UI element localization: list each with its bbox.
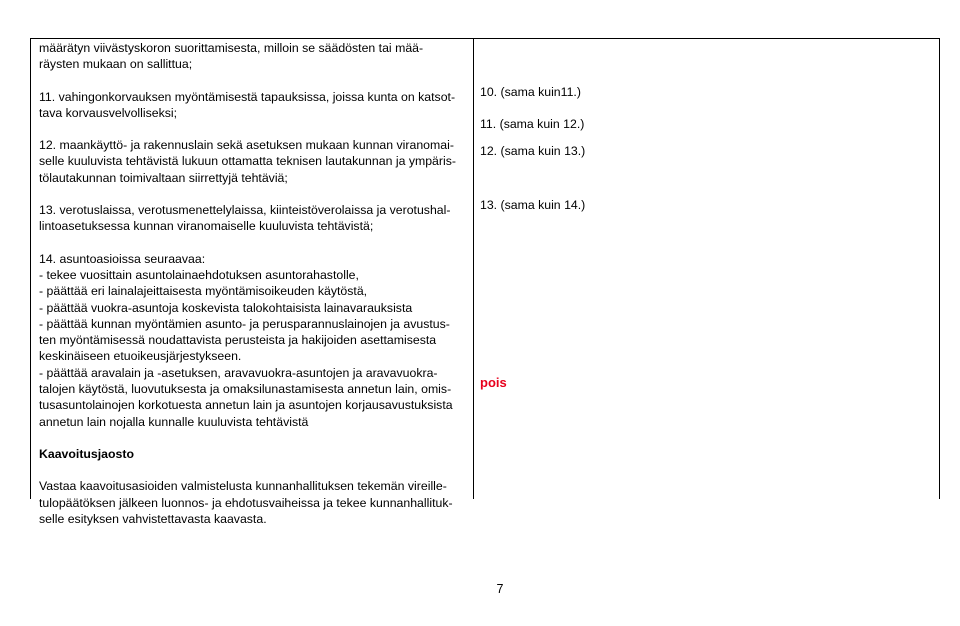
paragraph-13: [39, 202, 469, 235]
text-line: tölautakunnan toimivaltaan siirrettyjä tehtäviä;: [39, 170, 288, 185]
text-line: - päättää aravalain ja -asetuksen, aravavuokra-asuntojen ja aravavuokra-: [39, 365, 438, 380]
paragraph-interest: [39, 40, 469, 73]
text-line: - päättää eri lainalajeittaisesta myöntämisoikeuden käytöstä,: [39, 284, 368, 299]
note-12: 12. (sama kuin 13.): [480, 143, 586, 158]
paragraph-14: [39, 251, 469, 430]
text-line: 14. asuntoasioissa seuraavaa:: [39, 251, 206, 266]
text-line: 11. vahingonkorvauksen myöntämisestä tapauksissa, joissa kunta on katsot-: [39, 89, 456, 104]
section-heading: Kaavoitusjaosto: [39, 446, 134, 461]
text-line: - päättää kunnan myöntämien asunto- ja perusparannuslainojen ja avustus-: [39, 316, 450, 331]
text-line: - tekee vuosittain asuntolainaehdotuksen asuntorahastolle,: [39, 267, 359, 282]
text-line: räysten mukaan on sallittua;: [39, 57, 193, 72]
text-line: tulopäätöksen jälkeen luonnos- ja ehdotusvaiheissa ja tekee kunnanhallituk-: [39, 495, 453, 510]
note-10: 10. (sama kuin11.): [480, 85, 581, 99]
paragraph-kaavoitus: [39, 478, 469, 527]
text-line: talojen käytöstä, luovutuksesta ja omaksilunastamisesta annetun lain, omis-: [39, 382, 452, 397]
column-divider: [473, 38, 474, 499]
right-column: [480, 84, 930, 391]
text-line: - päättää vuokra-asuntoja koskevista talokohtaisista lainavarauksista: [39, 300, 413, 315]
paragraph-12: [39, 137, 469, 186]
paragraph-11: [39, 89, 469, 122]
note-13: 13. (sama kuin 14.): [480, 197, 586, 212]
text-line: 12. maankäyttö- ja rakennuslain sekä asetuksen mukaan kunnan viranomai-: [39, 138, 454, 153]
text-line: määrätyn viivästyskoron suorittamisesta, milloin se säädösten tai mää-: [39, 41, 424, 55]
text-line: annetun lain nojalla kunnalle kuuluvista tehtävistä: [39, 414, 309, 429]
text-line: Vastaa kaavoitusasioiden valmistelusta kunnanhallituksen tekemän vireille-: [39, 479, 447, 494]
text-line: selle esityksen vahvistettavasta kaavasta.: [39, 511, 267, 526]
left-column: [39, 40, 469, 527]
text-line: ten myöntämisessä noudattavista perusteista ja hakijoiden asettamisesta: [39, 333, 437, 348]
text-line: tava korvausvelvolliseksi;: [39, 105, 178, 120]
text-line: selle kuuluvista tehtävistä lukuun ottamatta teknisen lautakunnan ja ympäris-: [39, 154, 456, 169]
text-line: tusasuntolainojen korkotuesta annetun lain ja asuntojen korjausavustuksista: [39, 398, 453, 413]
note-11: 11. (sama kuin 12.): [480, 117, 585, 132]
text-line: lintoasetuksessa kunnan viranomaiselle kuuluvista tehtävistä;: [39, 219, 374, 234]
text-line: 13. verotuslaissa, verotusmenettelylaissa, kiinteistöverolaissa ja verotushal-: [39, 203, 451, 218]
removal-note: pois: [480, 375, 507, 391]
text-line: keskinäiseen etuoikeusjärjestykseen.: [39, 349, 242, 364]
page-number: 7: [496, 582, 504, 596]
